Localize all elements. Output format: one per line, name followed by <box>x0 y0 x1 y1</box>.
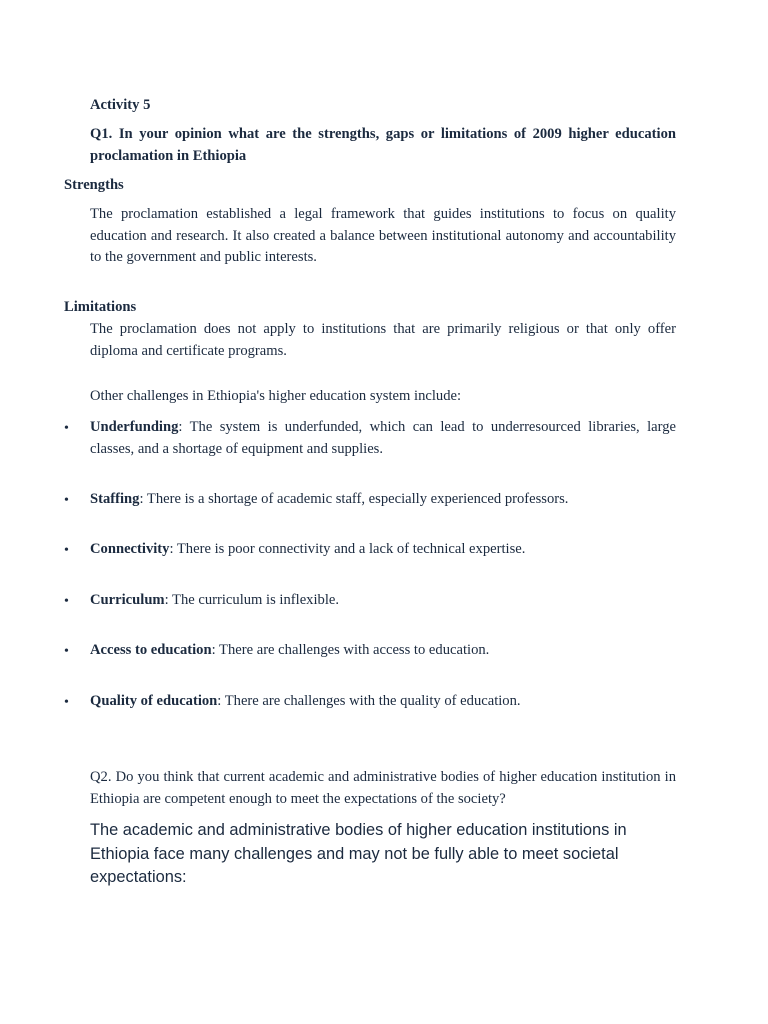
list-item-term: Connectivity <box>90 541 170 557</box>
list-item-text <box>90 417 676 460</box>
question-1: Q1. In your opinion what are the strengths, gaps or limitations of 2009 higher education proclamation in Ethiopia <box>90 126 676 164</box>
bullet-icon: • <box>64 695 69 710</box>
list-item-term: Staffing <box>90 491 140 507</box>
bullet-icon: • <box>64 644 69 659</box>
list-item-term: Curriculum <box>90 592 165 608</box>
bullet-icon: • <box>64 594 69 609</box>
activity-title: Activity 5 <box>90 97 151 113</box>
list-item-term: Underfunding <box>90 419 179 435</box>
list-item-desc: : There are challenges with access to education. <box>211 642 490 658</box>
list-item-term: Quality of education <box>90 693 218 709</box>
strengths-heading: Strengths <box>64 177 124 193</box>
list-item-desc: : The curriculum is inflexible. <box>164 592 339 608</box>
list-item-desc: : There is poor connectivity and a lack of technical expertise. <box>169 541 526 557</box>
other-challenges-intro: Other challenges in Ethiopia's higher education system include: <box>90 388 462 404</box>
list-item-text <box>90 640 676 662</box>
bullet-icon: • <box>64 543 69 558</box>
bullet-icon: • <box>64 421 69 436</box>
limitations-heading: Limitations <box>64 299 137 315</box>
limitations-paragraph: The proclamation does not apply to institutions that are primarily religious or that only offer diploma and certificate programs. <box>90 321 676 359</box>
question-2: Q2. Do you think that current academic and administrative bodies of higher education institution in Ethiopia are competent enough to meet the expectations of the society? <box>90 769 676 807</box>
list-item-desc: : The system is underfunded, which can lead to underresourced libraries, large classes, and a shortage of equipment and supplies. <box>90 419 676 457</box>
list-item-desc: : There is a shortage of academic staff, especially experienced professors. <box>139 491 569 507</box>
list-item-text <box>90 489 676 511</box>
list-item-text <box>90 539 676 561</box>
strengths-paragraph: The proclamation established a legal framework that guides institutions to focus on quality education and research. It also created a balance between institutional autonomy and accountability to the government and public interests. <box>90 206 676 266</box>
question-2-answer: The academic and administrative bodies of higher education institutions in Ethiopia face many challenges and may not be fully able to meet societal expectations: <box>90 821 627 886</box>
bullet-icon: • <box>64 493 69 508</box>
list-item-text <box>90 590 676 612</box>
list-item-term: Access to education <box>90 642 212 658</box>
list-item-desc: : There are challenges with the quality of education. <box>217 693 521 709</box>
list-item-text <box>90 691 676 713</box>
